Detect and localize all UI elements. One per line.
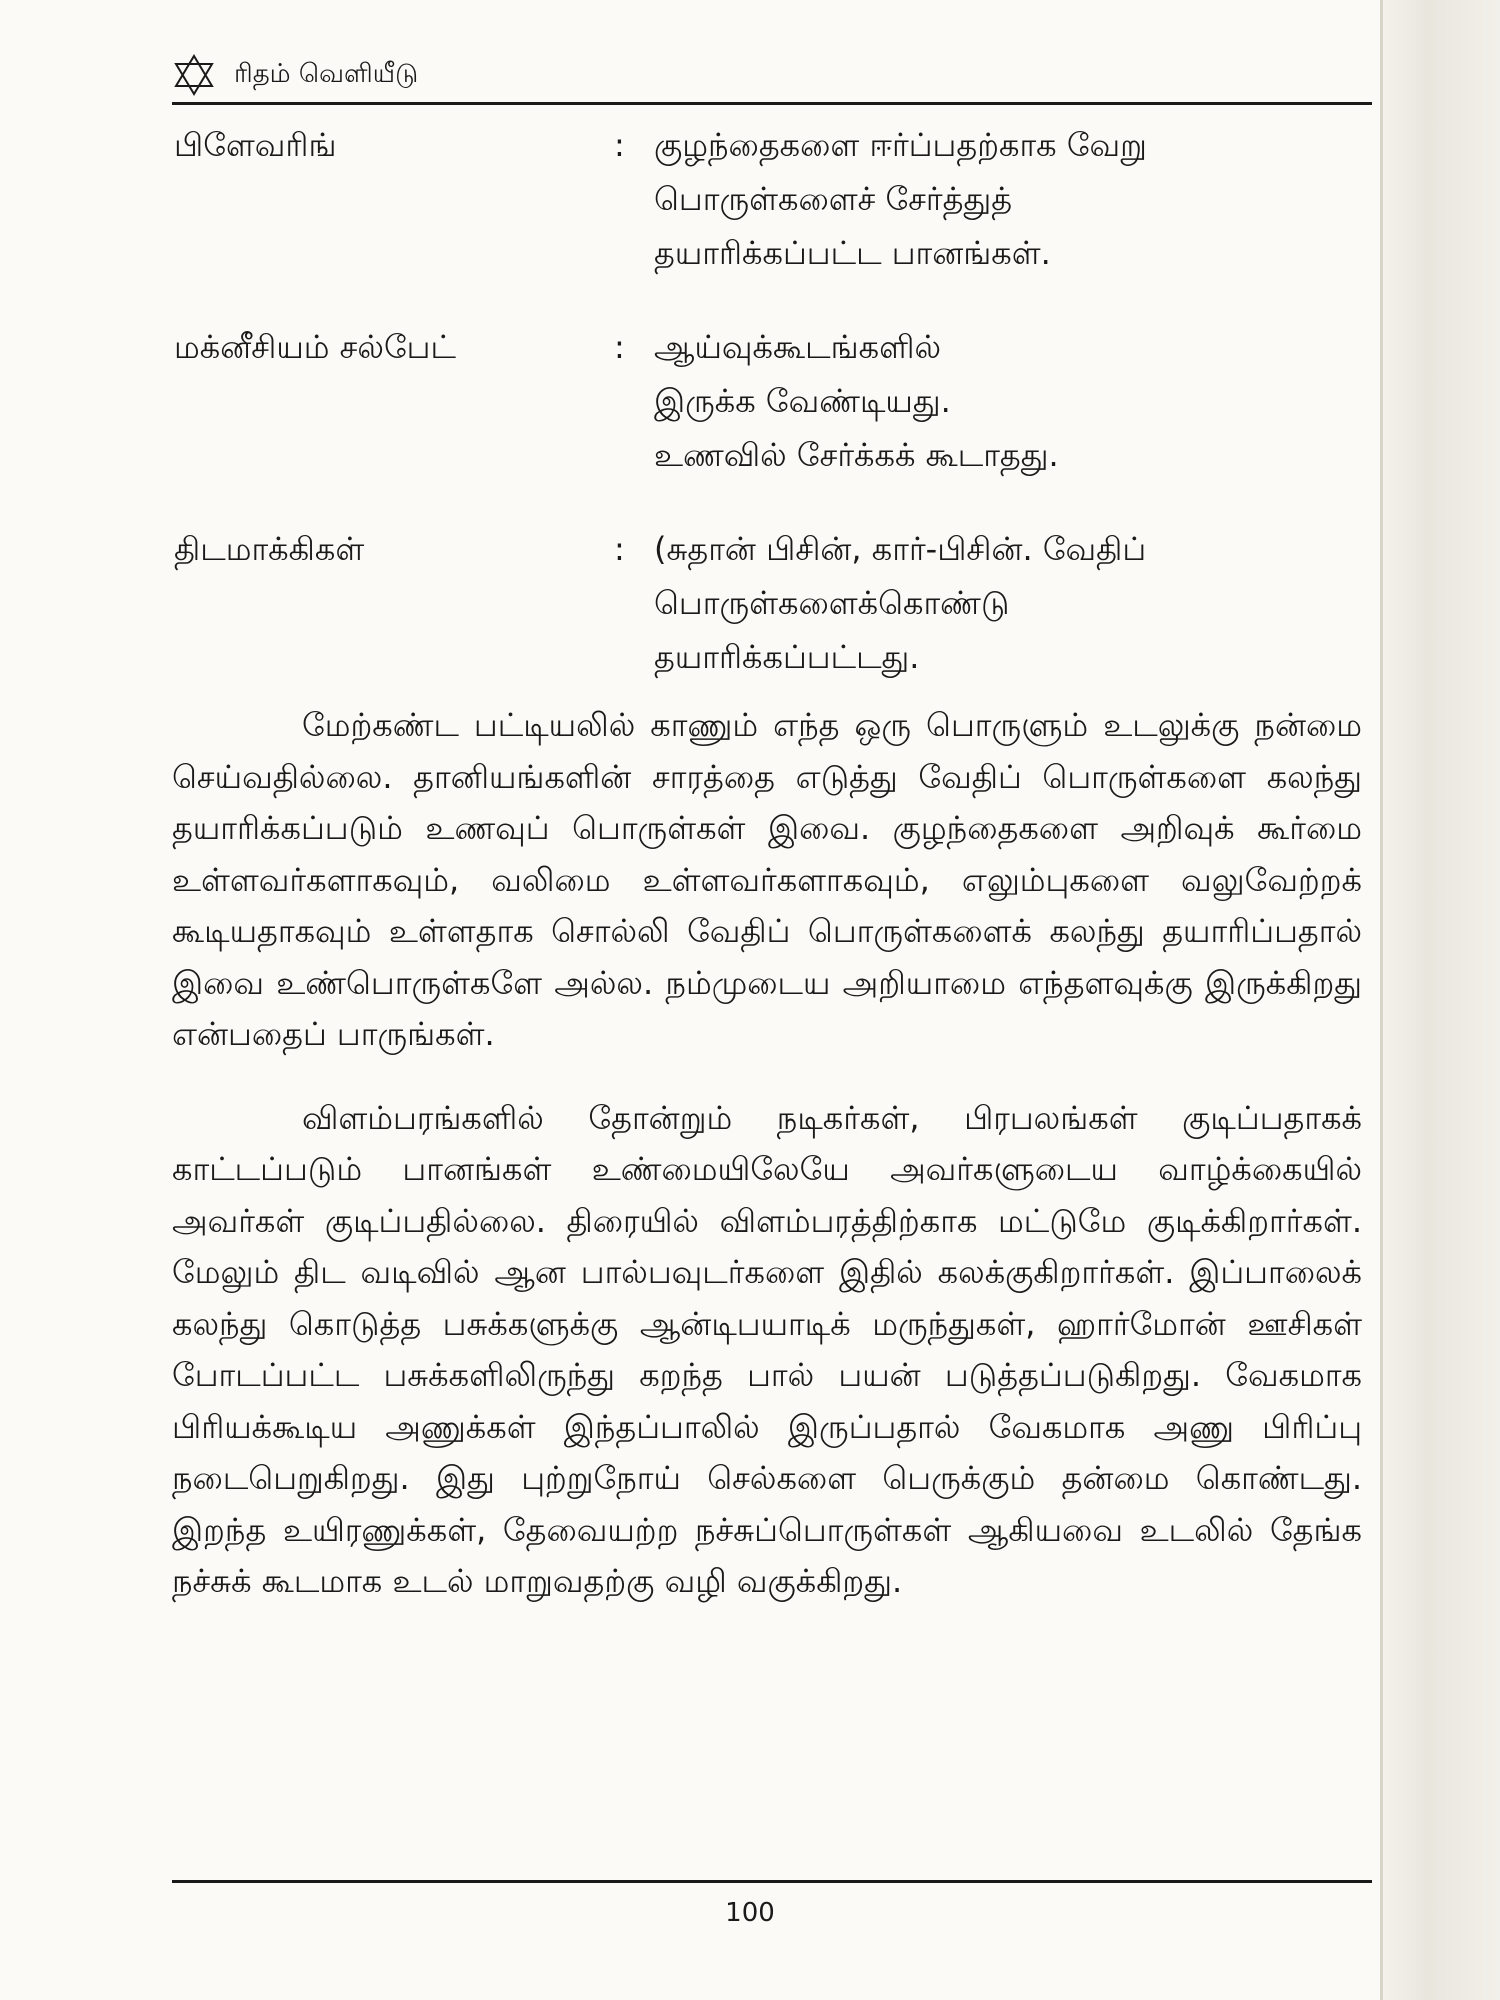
running-header xyxy=(172,50,1372,100)
glossary-list xyxy=(172,118,1352,724)
glossary-separator: : xyxy=(614,530,625,568)
glossary-separator: : xyxy=(614,328,625,366)
footer-rule xyxy=(172,1880,1372,1883)
definition-line: தயாரிக்கப்பட்டது. xyxy=(654,638,920,676)
header-title: ரிதம் வெளியீடு xyxy=(234,58,419,89)
body-text xyxy=(172,700,1362,1640)
star-of-david-icon xyxy=(172,53,216,97)
paragraph: மேற்கண்ட பட்டியலில் காணும் எந்த ஒரு பொருளும் உடலுக்கு நன்மை செய்வதில்லை. தானியங்களின் சாரத்தை எடுத்து வேதிப் பொருள்களை கலந்து தயாரிக்கப்படும் உணவுப் பொருள்கள் இவை. குழந்தைகளை அறிவுக் கூர்மை உள்ளவர்களாகவும், வலிமை உள்ளவர்களாகவும், எலும்புகளை வலுவேற்றக் கூடியதாகவும் உள்ளதாக சொல்லி வேதிப் பொருள்களைக் கலந்து தயாரிப்பதால் இவை உண்பொருள்களே அல்ல. நம்முடைய அறியாமை எந்தளவுக்கு இருக்கிறது என்பதைப் பாருங்கள். xyxy=(172,706,1363,1053)
definition-line: உணவில் சேர்க்கக் கூடாதது. xyxy=(654,436,1059,474)
definition-line: பொருள்களைச் சேர்த்துத் xyxy=(654,180,1013,218)
glossary-definition xyxy=(654,522,1344,684)
definition-line: தயாரிக்கப்பட்ட பானங்கள். xyxy=(654,234,1051,272)
page-edge xyxy=(1380,0,1500,2000)
glossary-definition xyxy=(654,118,1344,280)
glossary-definition xyxy=(654,320,1344,482)
page-number: 100 xyxy=(725,1898,775,1928)
definition-line: குழந்தைகளை ஈர்ப்பதற்காக வேறு xyxy=(654,126,1147,164)
glossary-separator: : xyxy=(614,126,625,164)
definition-line: ஆய்வுக்கூடங்களில் xyxy=(654,328,941,366)
paragraph: விளம்பரங்களில் தோன்றும் நடிகர்கள், பிரபலங்கள் குடிப்பதாகக் காட்டப்படும் பானங்கள் உண்மையிலேயே அவர்களுடைய வாழ்க்கையில் அவர்கள் குடிப்பதில்லை. திரையில் விளம்பரத்திற்காக மட்டுமே குடிக்கிறார்கள். மேலும் திட வடிவில் ஆன பால்பவுடர்களை இதில் கலக்குகிறார்கள். இப்பாலைக் கலந்து கொடுத்த பசுக்களுக்கு ஆன்டிபயாடிக் மருந்துகள், ஹார்மோன் ஊசிகள் போடப்பட்ட பசுக்களிலிருந்து கறந்த பால் பயன் படுத்தப்படுகிறது. வேகமாக பிரியக்கூடிய அணுக்கள் இந்தப்பாலில் இருப்பதால் வேகமாக அணு பிரிப்பு நடைபெறுகிறது. இது புற்றுநோய் செல்களை பெருக்கும் தன்மை கொண்டது. இறந்த உயிரணுக்கள், தேவையற்ற நச்சுப்பொருள்கள் ஆகியவை உடலில் தேங்க நச்சுக் கூடமாக உடல் மாறுவதற்கு வழி வகுக்கிறது. xyxy=(172,1098,1362,1600)
definition-line: இருக்க வேண்டியது. xyxy=(654,382,951,420)
header-rule xyxy=(172,102,1372,105)
glossary-entry xyxy=(172,522,1352,684)
definition-line: பொருள்களைக்கொண்டு xyxy=(654,584,1010,622)
glossary-entry xyxy=(172,118,1352,280)
glossary-entry xyxy=(172,320,1352,482)
glossary-term: மக்னீசியம் சல்பேட் xyxy=(174,328,456,366)
glossary-term: பிளேவரிங் xyxy=(174,126,337,164)
definition-line: (சுதான் பிசின், கார்-பிசின். வேதிப் xyxy=(654,530,1147,568)
glossary-term: திடமாக்கிகள் xyxy=(174,530,365,568)
